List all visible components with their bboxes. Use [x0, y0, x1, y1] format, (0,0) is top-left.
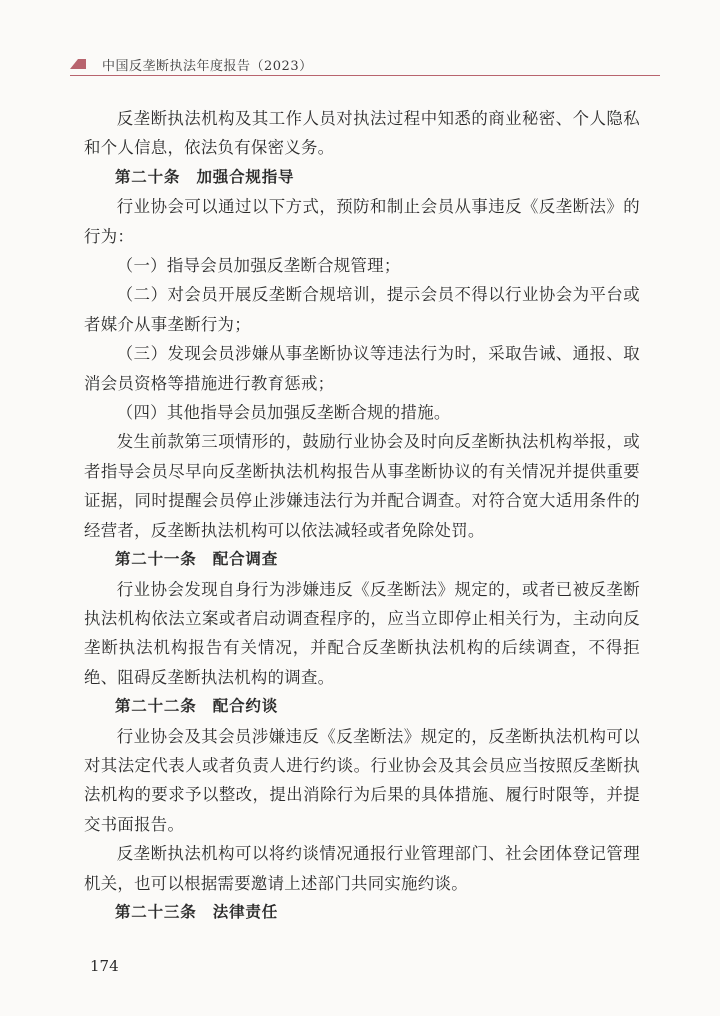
article-20-heading: 第二十条 加强合规指导 — [115, 167, 295, 186]
paragraph-item-3: （三）发现会员涉嫌从事垄断协议等违法行为时，采取告诫、通报、取消会员资格等措施进行教育惩戒； — [84, 344, 640, 393]
article-21-heading: 第二十一条 配合调查 — [115, 550, 279, 569]
paragraph-item-1: （一）指导会员加强反垄断合规管理； — [116, 256, 401, 276]
paragraph-article-21: 行业协会发现自身行为涉嫌违反《反垄断法》规定的，或者已被反垄断执法机构依法立案或者启动调查程序的，应当立即停止相关行为，主动向反垄断执法机构报告有关情况，并配合反垄断执法机构的后续调查，不得拒绝、阻碍反垄断执法机构的调查。 — [84, 579, 640, 687]
header-title: 中国反垄断执法年度报告（2023） — [102, 59, 313, 74]
header-rule — [70, 75, 660, 76]
paragraph-confidentiality: 反垄断执法机构及其工作人员对执法过程中知悉的商业秘密、个人隐私和个人信息，依法负有保密义务。 — [84, 109, 640, 158]
paragraph-article-22-notice: 反垄断执法机构可以将约谈情况通报行业管理部门、社会团体登记管理机关，也可以根据需要邀请上述部门共同实施约谈。 — [84, 844, 640, 893]
triangle-mark-icon — [70, 59, 86, 69]
paragraph-item-4: （四）其他指导会员加强反垄断合规的措施。 — [116, 403, 451, 423]
article-22-heading: 第二十二条 配合约谈 — [115, 697, 279, 716]
paragraph-leniency: 发生前款第三项情形的，鼓励行业协会及时向反垄断执法机构举报，或者指导会员尽早向反垄断执法机构报告从事垄断协议的有关情况并提供重要证据，同时提醒会员停止涉嫌违法行为并配合调查。对符合宽大适用条件的经营者，反垄断执法机构可以依法减轻或者免除处罚。 — [84, 432, 640, 540]
page-number: 174 — [90, 957, 119, 975]
paragraph-article-20-intro: 行业协会可以通过以下方式，预防和制止会员从事违反《反垄断法》的行为： — [84, 197, 640, 246]
paragraph-article-22: 行业协会及其会员涉嫌违反《反垄断法》规定的，反垄断执法机构可以对其法定代表人或者负责人进行约谈。行业协会及其会员应当按照反垄断执法机构的要求予以整改，提出消除行为后果的具体措施、履行时限等，并提交书面报告。 — [84, 726, 640, 834]
running-header — [70, 54, 660, 76]
body-text — [84, 104, 640, 927]
article-23-heading: 第二十三条 法律责任 — [115, 902, 279, 921]
paragraph-item-2: （二）对会员开展反垄断合规培训，提示会员不得以行业协会为平台或者媒介从事垄断行为； — [84, 285, 640, 334]
